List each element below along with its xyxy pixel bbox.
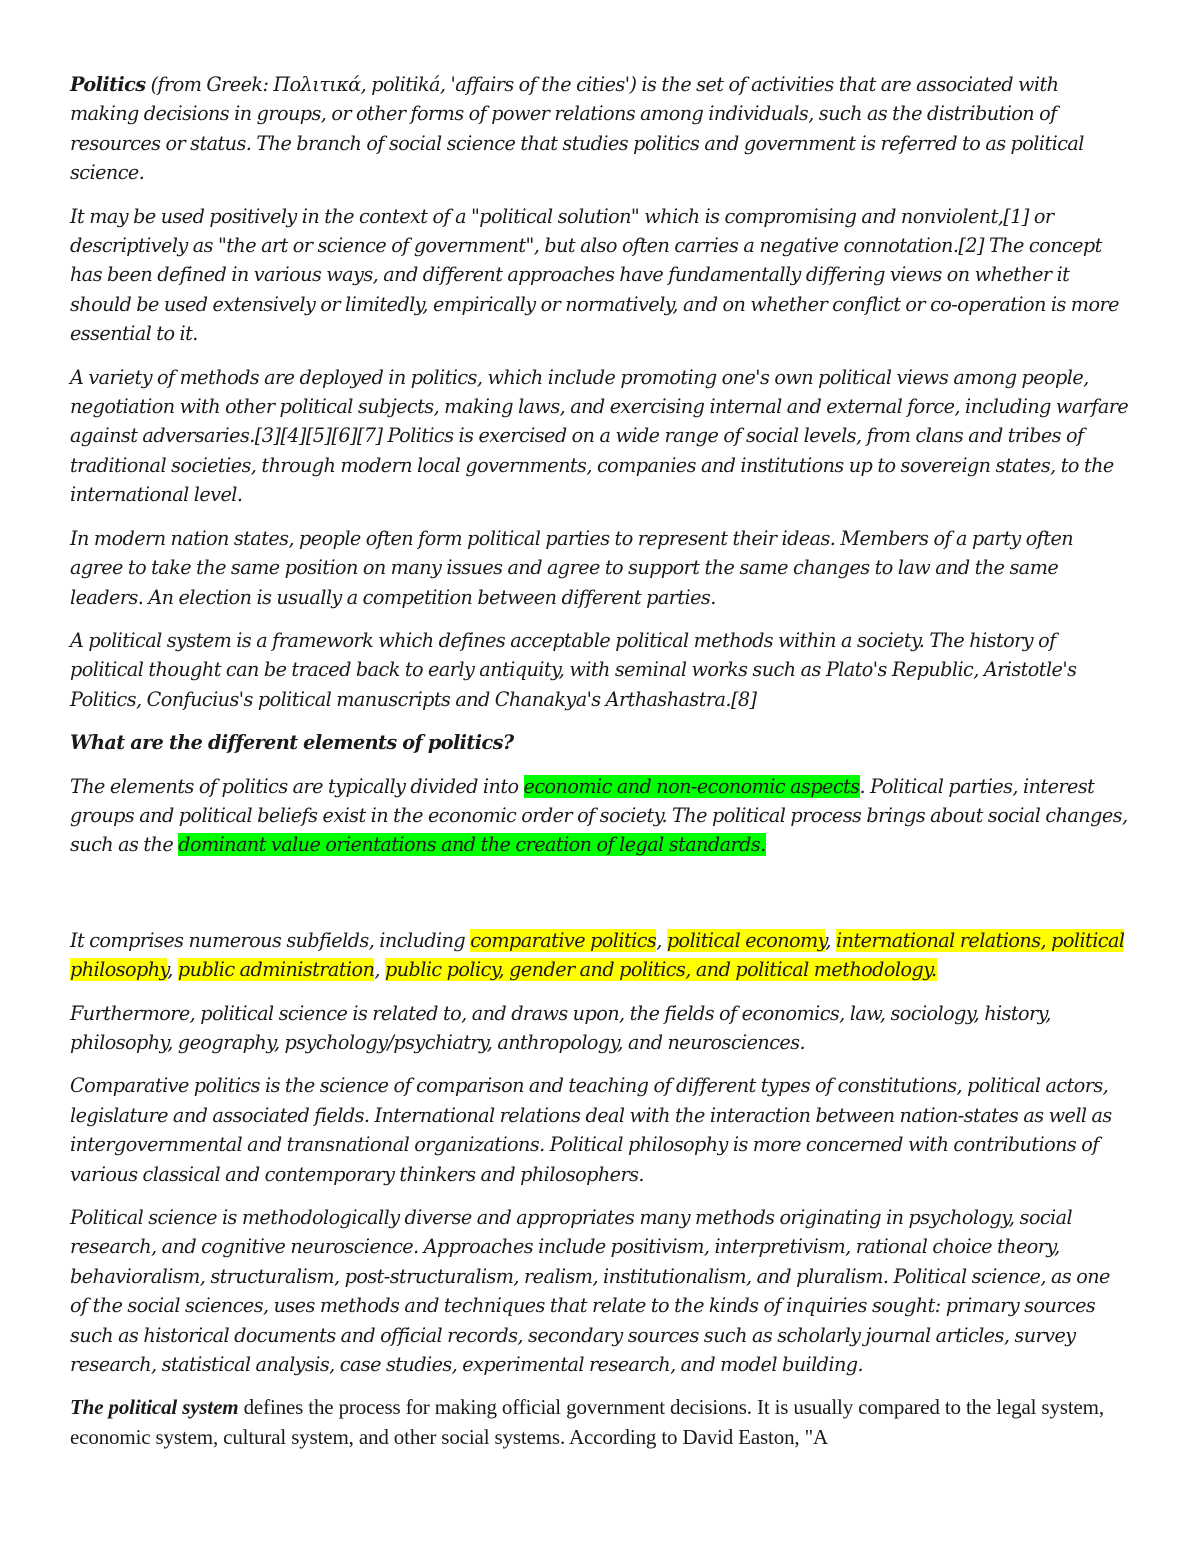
paragraph-subfields [70,926,1130,985]
highlight-green: dominant value orientations and the creation of legal standards. [178,833,766,857]
paragraph-methods: A variety of methods are deployed in politics, which include promoting one's own political views among people, negotiation with other political subjects, making laws, and exercising internal and external force, including warfare against adversaries.[3][4][5][6][7] Politics is exercised on a wide range of social levels, from clans and tribes of traditional societies, through modern local governments, companies and institutions up to sovereign states, to the international level. [70,365,1129,507]
document-page [70,70,1130,1466]
paragraph-political-system [70,1393,1130,1452]
paragraph-elements [70,772,1130,860]
paragraph-text: (from Greek: Πολιτικά, politiká, 'affairs of the cities') is the set of activities that are associated with making decisions in groups, or other forms of power relations among individuals, such as the distribution of resources or status. The branch of social science that studies politics and government is referred to as political science. [70,73,1084,185]
highlight-yellow: international relations, political philosophy [70,928,1125,982]
highlight-yellow: public administration [177,958,375,982]
separator: , [167,958,178,982]
separator: , [825,928,837,952]
paragraph-nation-states: In modern nation states, people often form political parties to represent their ideas. Members of a party often agree to take the same position on many issues and agree to support the same changes to law and the same leaders. An election is usually a competition between different parties. [70,526,1074,609]
term-politics: Politics [70,73,146,96]
highlight-yellow: public policy, gender and politics, and political methodology. [384,958,937,982]
paragraph-text: defines the process for making official government decisions. It is usually compared to the legal system, economic system, cultural system, and other social systems. According to David Easton, "A [70,1395,1104,1449]
paragraph-methodology: Political science is methodologically diverse and appropriates many methods originating in psychology, social research, and cognitive neuroscience. Approaches include positivism, interpretivism, rational choice theory, behavioralism, structuralism, post-structuralism, realism, institutionalism, and pluralism. Political science, as one of the social sciences, uses methods and techniques that relate to the kinds of inquiries sought: primary sources such as historical documents and official records, secondary sources such as scholarly journal articles, survey research, statistical analysis, case studies, experimental research, and model building. [70,1206,1110,1377]
term-political-system: The political system [70,1395,239,1420]
separator: , [656,928,667,952]
highlight-green: economic and non-economic aspects [523,774,860,798]
paragraph-related-fields: Furthermore, political science is related to, and draws upon, the fields of economics, law, sociology, history, philosophy, geography, psychology/psychiatry, anthropology, and neurosciences. [70,1001,1051,1054]
paragraph-comparative-politics: Comparative politics is the science of comparison and teaching of different types of constitutions, political actors, legislature and associated fields. International relations deal with the interaction between nation-states as well as intergovernmental and transnational organizations. Political philosophy is more concerned with contributions of various classical and contemporary thinkers and philosophers. [70,1074,1112,1186]
section-heading: What are the different elements of politics? [70,731,514,755]
blank-line [70,874,1130,926]
highlight-yellow: comparative politics [470,928,657,952]
paragraph-political-system-framework: A political system is a framework which defines acceptable political methods within a society. The history of political thought can be traced back to early antiquity, with seminal works such as Plato's Republic, Aristotle's Politics, Confucius's political manuscripts and Chanakya's Arthashastra.[8] [70,628,1077,711]
paragraph-text: . Political parties, interest groups and political beliefs exist in the economic order of society. The political process brings about social changes, such as the [70,774,1128,857]
paragraph-text: The elements of politics are typically divided into [70,774,524,798]
paragraph-politics-definition [70,70,1130,188]
separator: , [374,958,385,982]
highlight-yellow: political economy [666,928,826,952]
paragraph-political-solution: It may be used positively in the context of a "political solution" which is compromising and nonviolent,[1] or descriptively as "the art or science of government", but also often carries a negative connotation.[2] The concept has been defined in various ways, and different approaches have fundamentally differing views on whether it should be used extensively or limitedly, empirically or normatively, and on whether conflict or co-operation is more essential to it. [70,204,1119,346]
paragraph-text: It comprises numerous subfields, including [70,928,471,952]
